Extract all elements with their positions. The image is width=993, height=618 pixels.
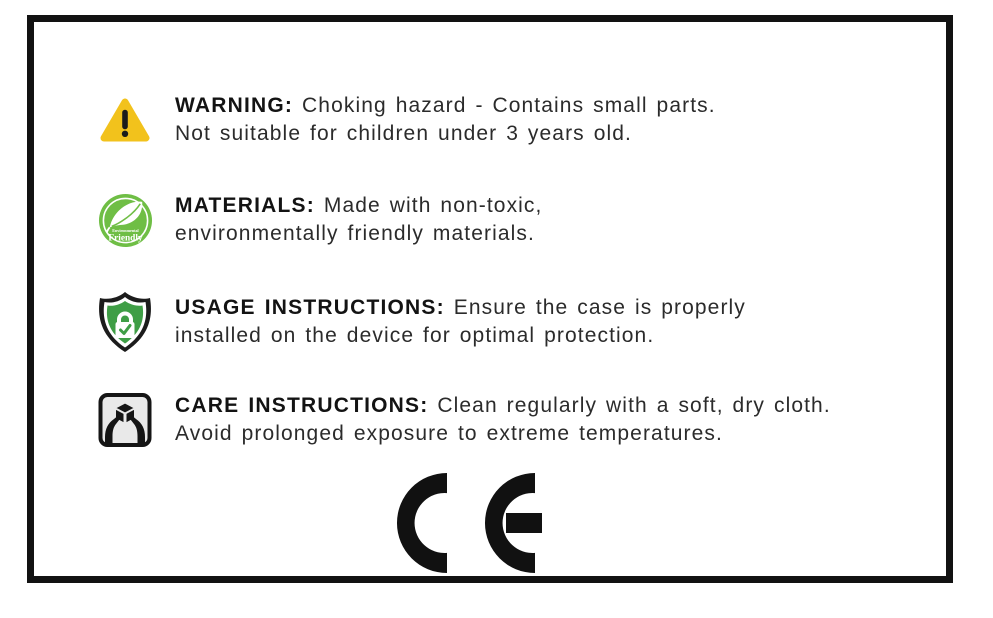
warning-text: [175, 92, 716, 148]
security-shield-lock-icon: [88, 290, 162, 354]
eco-friendly-badge-icon: [88, 193, 162, 248]
warning-triangle-icon: [88, 97, 162, 143]
care-line-2: Avoid prolonged exposure to extreme temperatures.: [175, 422, 723, 445]
usage-line-2: installed on the device for optimal protection.: [175, 324, 655, 347]
usage-text: [175, 294, 746, 350]
usage-line-1: USAGE INSTRUCTIONS: Ensure the case is properly: [175, 296, 746, 319]
materials-line-2: environmentally friendly materials.: [175, 222, 535, 245]
ce-mark-icon: [393, 468, 545, 578]
usage-section: [88, 290, 918, 354]
materials-line-1: MATERIALS: Made with non-toxic,: [175, 194, 543, 217]
materials-heading: MATERIALS:: [175, 194, 315, 217]
care-heading: CARE INSTRUCTIONS:: [175, 394, 429, 417]
materials-section: [88, 192, 918, 248]
warning-section: [88, 92, 918, 148]
care-text: [175, 392, 831, 448]
materials-text: [175, 192, 542, 248]
handle-with-care-hands-box-icon: [88, 392, 162, 448]
warning-heading: WARNING:: [175, 94, 294, 117]
usage-heading: USAGE INSTRUCTIONS:: [175, 296, 445, 319]
warning-line-1: WARNING: Choking hazard - Contains small parts.: [175, 94, 716, 117]
eco-badge-text-top: Environmental: [111, 227, 139, 233]
warning-line-2: Not suitable for children under 3 years old.: [175, 122, 632, 145]
care-section: [88, 392, 918, 448]
care-line-1: CARE INSTRUCTIONS: Clean regularly with a soft, dry cloth.: [175, 394, 831, 417]
eco-badge-text-bottom: Friendly: [107, 233, 143, 244]
